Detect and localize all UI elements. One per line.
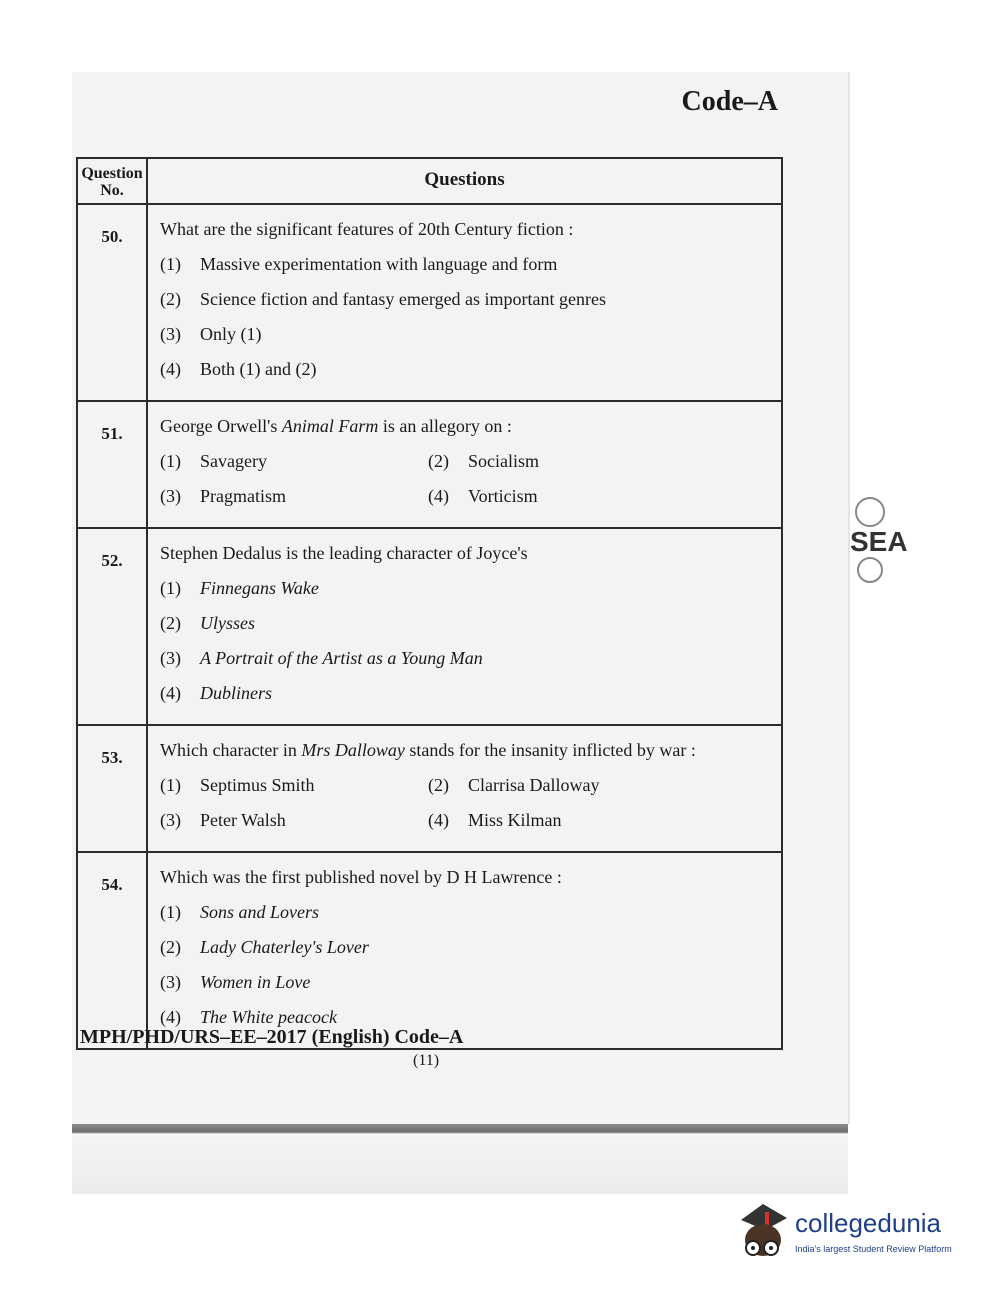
option-number: (1) (160, 775, 181, 795)
option-number: (2) (160, 613, 181, 633)
option (428, 482, 696, 517)
question-number: 52. (77, 528, 147, 725)
bleed-stamp (848, 492, 908, 592)
option-number: (4) (160, 359, 181, 379)
question-row (77, 204, 782, 401)
question-stem: Which was the first published novel by D H Lawrence : (160, 867, 562, 887)
option-text: Dubliners (200, 683, 272, 703)
option-text: Both (1) and (2) (200, 359, 317, 379)
option-text: Science fiction and fantasy emerged as important genres (200, 289, 607, 309)
question-body (147, 725, 782, 852)
option-text: Women in Love (200, 972, 311, 992)
option (428, 771, 696, 806)
option-number: (2) (160, 289, 181, 309)
option (428, 806, 696, 841)
question-number: 53. (77, 725, 147, 852)
option-text: Savagery (200, 451, 267, 471)
option-number: (3) (160, 810, 181, 830)
option-text: Peter Walsh (200, 810, 286, 830)
question-body (147, 528, 782, 725)
logo-tagline: India's largest Student Review Platform (795, 1244, 952, 1254)
option-text: A Portrait of the Artist as a Young Man (200, 648, 483, 668)
option-text: Septimus Smith (200, 775, 315, 795)
stamp-letters: SEA (850, 526, 908, 557)
option (160, 806, 428, 841)
option (160, 679, 771, 714)
option-text: Lady Chaterley's Lover (200, 937, 369, 957)
option-text: Miss Kilman (468, 810, 562, 830)
question-stem: Stephen Dedalus is the leading character of Joyce's (160, 543, 528, 563)
option (160, 644, 771, 679)
question-table (76, 157, 783, 1050)
question-number: 50. (77, 204, 147, 401)
option-row (160, 806, 771, 841)
option (160, 482, 428, 517)
option-number: (3) (160, 486, 181, 506)
option (160, 933, 771, 968)
question-number: 54. (77, 852, 147, 1049)
option (160, 447, 428, 482)
option-text: Finnegans Wake (200, 578, 319, 598)
option-row (160, 447, 771, 482)
option-row (160, 482, 771, 517)
stem-text: Which character in (160, 740, 302, 760)
option-text: Only (1) (200, 324, 262, 344)
option (160, 355, 771, 390)
option-text: Sons and Lovers (200, 902, 320, 922)
question-body (147, 204, 782, 401)
option-number: (3) (160, 648, 181, 668)
option-text: Ulysses (200, 613, 255, 633)
option-number: (4) (428, 810, 449, 830)
option (160, 320, 771, 355)
option-text: Vorticism (468, 486, 538, 506)
option (160, 250, 771, 285)
option-number: (4) (160, 683, 181, 703)
option-number: (3) (160, 324, 181, 344)
option-number: (2) (428, 451, 449, 471)
option-number: (4) (160, 1007, 181, 1027)
question-row (77, 528, 782, 725)
question-stem (160, 416, 771, 437)
option (160, 285, 771, 320)
table-header (77, 158, 782, 204)
question-body (147, 852, 782, 1049)
question-stem: What are the significant features of 20th Century fiction : (160, 219, 574, 239)
logo-brand: collegedunia (795, 1208, 942, 1238)
book-title: Animal Farm (281, 416, 379, 436)
stem-text: stands for the insanity inflicted by war : (404, 740, 696, 760)
option-number: (1) (160, 902, 181, 922)
option-number: (1) (160, 451, 181, 471)
option (160, 898, 771, 933)
option-text: Pragmatism (200, 486, 286, 506)
stem-text: George Orwell's (160, 416, 282, 436)
question-stem (160, 740, 771, 761)
option-number: (2) (428, 775, 449, 795)
option-text: Clarrisa Dalloway (468, 775, 600, 795)
option-number: (4) (428, 486, 449, 506)
option-number: (2) (160, 937, 181, 957)
option (160, 968, 771, 1003)
option (428, 447, 696, 482)
option (160, 771, 428, 806)
page-code: Code–A (681, 86, 778, 117)
option-text: Massive experimentation with language and form (200, 254, 558, 274)
option-text: The White peacock (200, 1007, 337, 1027)
footer-code-line: MPH/PHD/URS–EE–2017 (English) Code–A (80, 1026, 464, 1048)
option (160, 574, 771, 609)
mascot-icon (735, 1198, 795, 1262)
option (160, 609, 771, 644)
header-question-no: Question No. (77, 158, 147, 204)
option-row (160, 771, 771, 806)
stem-text: is an allegory on : (378, 416, 512, 436)
option-number: (3) (160, 972, 181, 992)
question-row (77, 401, 782, 528)
option-number: (1) (160, 254, 181, 274)
option-number: (1) (160, 578, 181, 598)
question-row (77, 852, 782, 1049)
page-number: (11) (413, 1052, 440, 1069)
question-body (147, 401, 782, 528)
header-questions: Questions (147, 158, 782, 204)
question-number: 51. (77, 401, 147, 528)
option-text: Socialism (468, 451, 539, 471)
book-title: Mrs Dalloway (301, 740, 405, 760)
scan-shadow (72, 1124, 848, 1194)
question-row (77, 725, 782, 852)
collegedunia-logo (735, 1198, 952, 1266)
